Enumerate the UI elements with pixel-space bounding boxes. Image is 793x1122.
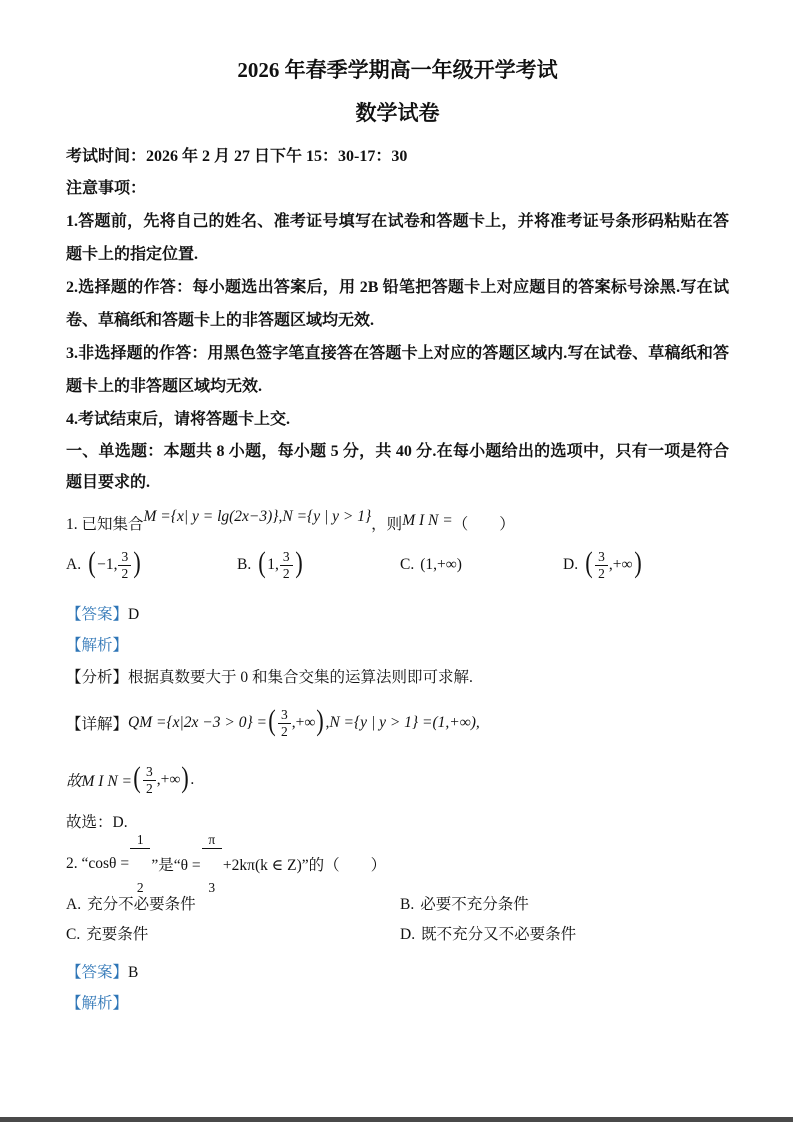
q2-stem-post: +2kπ(k ∈ Z)”的（ ） bbox=[222, 857, 387, 874]
q2-stem-mid: ”是“θ = bbox=[151, 857, 201, 874]
q1-conclusion-end: . bbox=[190, 771, 195, 788]
q2-options-row-1 bbox=[66, 890, 729, 920]
q1-option-d-label: D. bbox=[563, 556, 579, 573]
q1-options-row bbox=[66, 538, 729, 592]
q1-stem-set-definitions: M ={x| y = lg(2x−3)},N ={y | y > 1} bbox=[143, 508, 372, 525]
q1-conclusion-post: ,+∞ bbox=[156, 771, 181, 788]
notes-heading: 注意事项： bbox=[66, 180, 147, 197]
open-paren: ( bbox=[88, 546, 96, 579]
q2-option-c bbox=[66, 920, 400, 950]
q1-xiangjie-fraction: $\frac{3}{2}$ bbox=[278, 707, 291, 739]
close-paren: ) bbox=[294, 546, 303, 579]
q1-option-c bbox=[400, 556, 563, 574]
q1-stem bbox=[66, 498, 729, 538]
page-bottom-edge-bar bbox=[0, 1117, 793, 1122]
q1-option-b bbox=[237, 546, 400, 581]
section-heading: 一、单选题：本题共 8 小题，每小题 5 分，共 40 分.在每小题给出的选项中，只有一项是符合题目要求的. bbox=[66, 443, 729, 491]
q2-stem-fraction-1: $\frac{1}{2}$ bbox=[130, 801, 150, 926]
q2-option-b-label: B. bbox=[400, 896, 415, 913]
q2-option-c-text: 充要条件 bbox=[86, 926, 149, 943]
q2-stem bbox=[66, 832, 729, 896]
q2-option-a bbox=[66, 890, 400, 920]
q2-option-c-label: C. bbox=[66, 926, 81, 943]
close-paren: ) bbox=[133, 546, 141, 579]
q2-options-row-2 bbox=[66, 920, 729, 950]
q1-answer-label: 【答案】 bbox=[66, 606, 129, 623]
q2-option-d-label: D. bbox=[400, 926, 416, 943]
exam-time-line: 考试时间：2026 年 2 月 27 日下午 15：30-17：30 bbox=[66, 148, 408, 165]
q1-stem-intersection: M I N = bbox=[402, 512, 453, 529]
close-paren: ) bbox=[316, 704, 325, 737]
q1-xiangjie-part3: ,N ={y | y > 1} =(1,+∞), bbox=[325, 714, 480, 731]
q2-analysis-label: 【解析】 bbox=[66, 995, 129, 1012]
q1-xiangjie-line bbox=[66, 694, 729, 752]
q2-answer-label: 【答案】 bbox=[66, 964, 129, 981]
q2-answer-value: B bbox=[128, 964, 139, 981]
q2-option-d-text: 既不充分又不必要条件 bbox=[421, 926, 577, 943]
q1-fenxi-line: 【分析】根据真数要大于 0 和集合交集的运算法则即可求解. bbox=[66, 669, 473, 686]
q1-xiangjie-part1: QM ={x|2x −3 > 0} = bbox=[128, 714, 268, 731]
q2-answer-line bbox=[66, 958, 729, 988]
q2-stem-fraction-2: $\frac{\pi}{3}$ bbox=[202, 801, 222, 926]
q2-option-d bbox=[400, 920, 729, 950]
q1-option-b-pre: 1, bbox=[267, 556, 279, 573]
q1-option-a-pre: −1, bbox=[97, 556, 118, 573]
document-title: 2026 年春季学期高一年级开学考试 bbox=[237, 58, 558, 82]
q1-option-a bbox=[66, 546, 237, 581]
open-paren: ( bbox=[268, 704, 276, 737]
q1-option-b-label: B. bbox=[237, 556, 252, 573]
q1-option-a-fraction: $\frac{3}{2}$ bbox=[118, 549, 131, 581]
note-item-4: 4.考试结束后，请将答题卡上交. bbox=[66, 411, 291, 428]
q2-option-b-text: 必要不充分条件 bbox=[420, 896, 529, 913]
close-paren: ) bbox=[181, 761, 190, 794]
open-paren: ( bbox=[585, 546, 593, 579]
q1-option-d-fraction: $\frac{3}{2}$ bbox=[595, 549, 608, 581]
q2-option-b bbox=[400, 890, 729, 920]
close-paren: ) bbox=[633, 546, 642, 579]
q1-answer-line bbox=[66, 600, 729, 630]
q1-analysis-line bbox=[66, 630, 729, 662]
note-item-2: 2.选择题的作答：每小题选出答案后，用 2B 铅笔把答题卡上对应题目的答案标号涂黑.写在试卷、草稿纸和答题卡上的非答题区域均无效. bbox=[66, 279, 729, 329]
q1-conclusion-line bbox=[66, 752, 729, 808]
q2-stem-prefix: 2. “cosθ = bbox=[66, 855, 130, 872]
q1-conclusion-pre: 故M I N = bbox=[66, 773, 132, 790]
note-item-3: 3.非选择题的作答：用黑色签字笔直接答在答题卡上对应的答题区域内.写在试卷、草稿纸和答题卡上的非答题区域均无效. bbox=[66, 345, 729, 395]
q2-option-a-text: 充分不必要条件 bbox=[87, 896, 196, 913]
q1-xiangjie-part2: ,+∞ bbox=[291, 714, 316, 731]
q1-stem-answer-blank: （ ） bbox=[452, 516, 515, 533]
q1-answer-value: D bbox=[128, 606, 140, 623]
q2-analysis-line bbox=[66, 988, 729, 1020]
q1-stem-prefix: 1. 已知集合 bbox=[66, 516, 144, 533]
q1-option-c-value: (1,+∞) bbox=[420, 556, 462, 573]
document-subtitle: 数学试卷 bbox=[355, 101, 440, 125]
q1-option-a-label: A. bbox=[66, 556, 82, 573]
q1-choice-line: 故选：D. bbox=[66, 814, 128, 831]
q1-analysis-label: 【解析】 bbox=[66, 637, 129, 654]
note-item-1: 1.答题前，先将自己的姓名、准考证号填写在试卷和答题卡上，并将准考证号条形码粘贴在答题卡上的指定位置. bbox=[66, 213, 729, 263]
q1-stem-mid: ，则 bbox=[371, 516, 403, 533]
q1-xiangjie-label: 【详解】 bbox=[66, 716, 129, 733]
q1-option-d-post: ,+∞ bbox=[608, 556, 633, 573]
q1-option-c-label: C. bbox=[400, 556, 415, 573]
q1-option-d bbox=[563, 546, 729, 581]
q1-option-b-fraction: $\frac{3}{2}$ bbox=[280, 549, 293, 581]
open-paren: ( bbox=[258, 546, 266, 579]
q1-conclusion-fraction: $\frac{3}{2}$ bbox=[143, 764, 156, 796]
open-paren: ( bbox=[133, 761, 141, 794]
q2-option-a-label: A. bbox=[66, 896, 82, 913]
